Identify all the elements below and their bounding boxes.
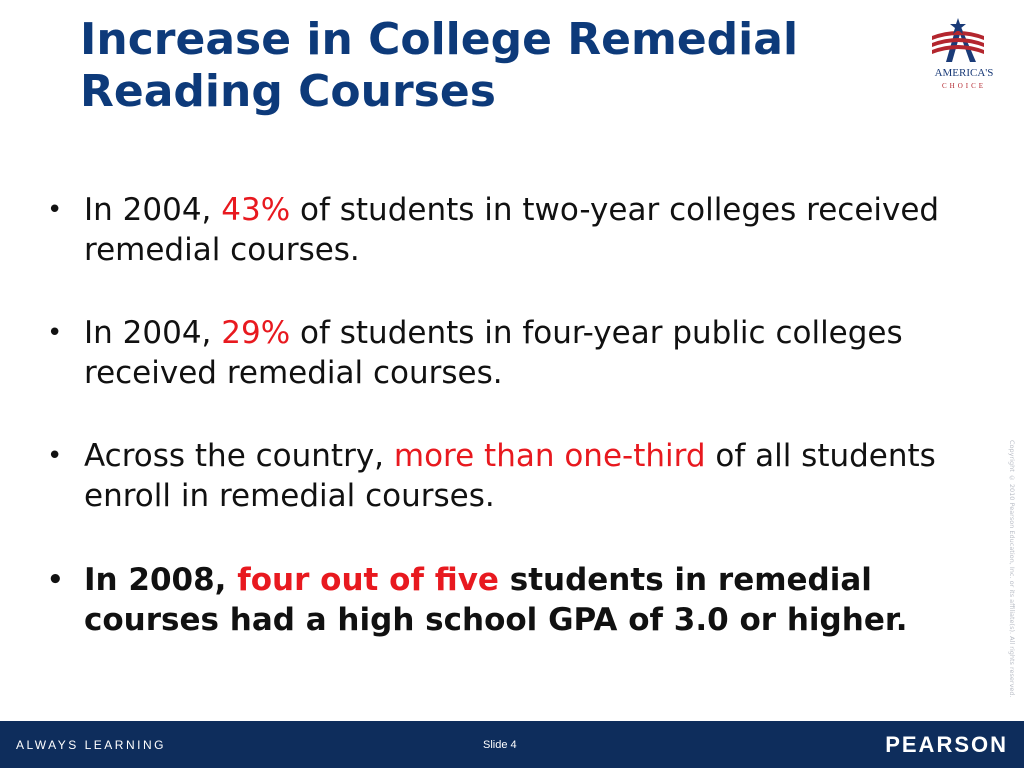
logo-line-2: CHOICE bbox=[941, 82, 987, 90]
bullet-marker: • bbox=[47, 565, 64, 595]
bullet-list bbox=[44, 190, 1014, 683]
bullet-text: In 2008, bbox=[84, 562, 238, 598]
slide-title bbox=[80, 14, 900, 118]
slide-number: Slide 4 bbox=[483, 739, 517, 751]
bullet-text: of all students enroll in remedial courses. bbox=[84, 438, 936, 514]
pearson-logo: PEARSON bbox=[885, 732, 1008, 757]
star-flag-logo-icon bbox=[918, 16, 1010, 66]
americas-choice-logo bbox=[918, 16, 1010, 96]
bullet-text: Across the country, bbox=[84, 438, 394, 474]
bullet-highlight: 43% bbox=[221, 192, 291, 228]
bullet-highlight: 29% bbox=[221, 315, 291, 351]
title-line-1: Increase in College Remedial bbox=[80, 14, 799, 65]
bullet-text: In 2004, bbox=[84, 315, 222, 351]
bullet-item-emphasis bbox=[44, 560, 1014, 640]
bullet-marker: • bbox=[47, 318, 63, 348]
bullet-text: of students in two-year colleges received remedial courses. bbox=[84, 192, 940, 268]
footer-bar bbox=[0, 721, 1024, 768]
bullet-text: of students in four-year public colleges received remedial courses. bbox=[84, 315, 903, 391]
bullet-highlight: four out of five bbox=[237, 562, 499, 598]
bullet-text: students in remedial courses had a high school GPA of 3.0 or higher. bbox=[84, 562, 908, 638]
title-line-2: Reading Courses bbox=[80, 66, 496, 117]
bullet-marker: • bbox=[47, 441, 63, 471]
bullet-text: In 2004, bbox=[84, 192, 222, 228]
copyright-notice: Copyright © 2010 Pearson Education, Inc. or its affiliate(s). All rights reserved. bbox=[1008, 440, 1016, 698]
footer-tagline: ALWAYS LEARNING bbox=[16, 738, 166, 752]
bullet-item bbox=[44, 190, 1014, 270]
bullet-item bbox=[44, 436, 1014, 516]
bullet-item bbox=[44, 313, 1014, 393]
bullet-marker: • bbox=[47, 195, 63, 225]
bullet-highlight: more than one-third bbox=[393, 438, 706, 474]
logo-line-1: AMERICA'S bbox=[934, 67, 994, 79]
